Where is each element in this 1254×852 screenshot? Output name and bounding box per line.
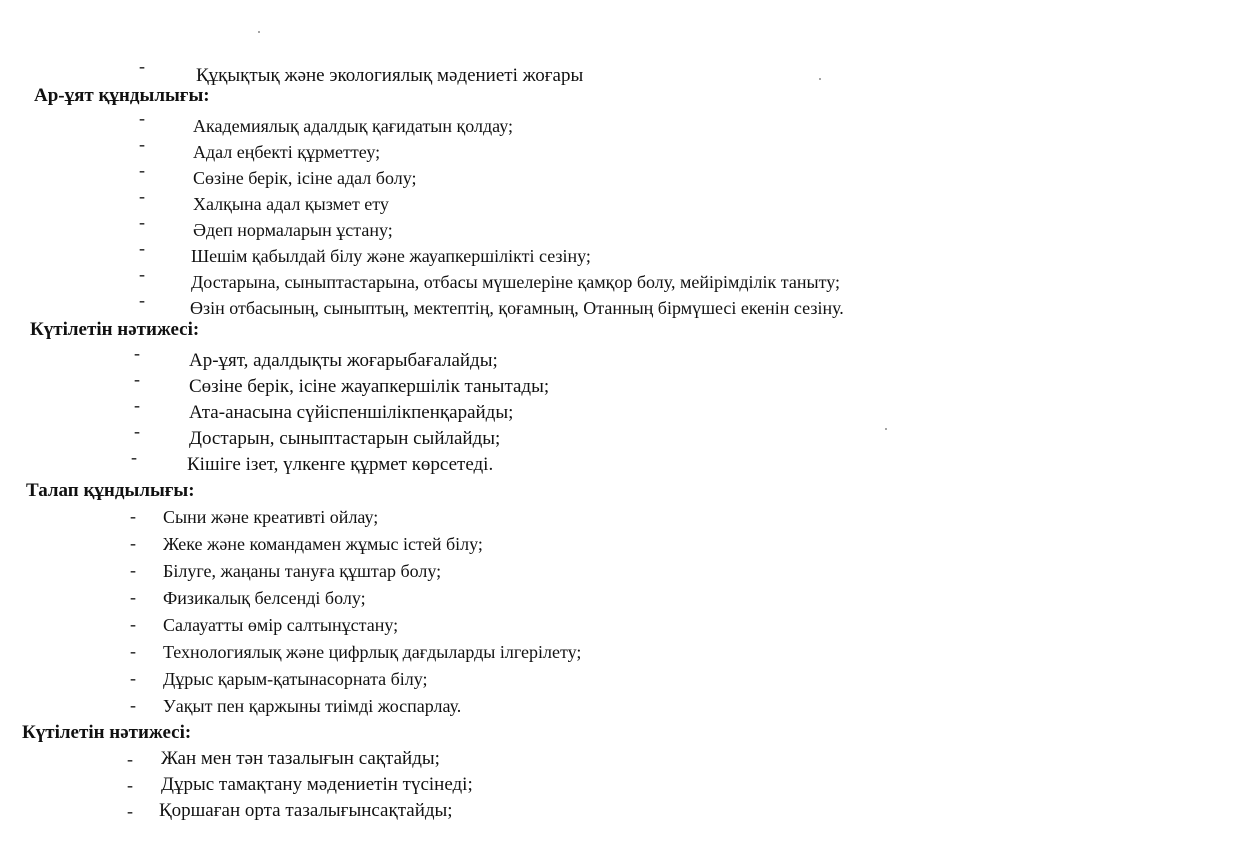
list-bullet: - <box>131 447 137 467</box>
list-bullet: - <box>130 614 136 634</box>
list-bullet: - <box>130 641 136 661</box>
list-bullet: - <box>130 533 136 553</box>
list-bullet: - <box>130 668 136 688</box>
section-heading-expected-result: Күтілетін нәтижесі: <box>30 319 200 340</box>
list-item: Дұрыс қарым-қатынасорната білу; <box>163 669 428 689</box>
list-item: Шешім қабылдай білу және жауапкершілікті сезіну; <box>191 246 591 266</box>
list-item: Достарына, сыныптастарына, отбасы мүшелеріне қамқор болу, мейірімділік таныту; <box>191 272 840 292</box>
list-bullet: - <box>130 560 136 580</box>
list-item: Құқықтық және экологиялық мәдениеті жоғары <box>196 65 584 86</box>
list-bullet: - <box>139 264 145 284</box>
list-item: Сөзіне берік, ісіне жауапкершілік танытады; <box>189 376 550 397</box>
list-item: Физикалық белсенді болу; <box>163 588 366 608</box>
list-item: Достарын, сыныптастарын сыйлайды; <box>189 428 501 449</box>
list-item: Әдеп нормаларын ұстану; <box>193 220 393 240</box>
list-bullet: - <box>139 56 145 76</box>
scan-speck <box>819 78 821 80</box>
list-bullet: - <box>134 395 140 415</box>
list-item: Кішіге ізет, үлкенге құрмет көрсетеді. <box>187 454 494 475</box>
section-heading-ar-uyat: Ар-ұят құндылығы: <box>34 85 210 106</box>
list-bullet: - <box>134 369 140 389</box>
list-item: Сыни және креативті ойлау; <box>163 507 379 527</box>
list-bullet: - <box>130 695 136 715</box>
list-item: Технологиялық және цифрлық дағдыларды ілгерілету; <box>163 642 582 662</box>
list-bullet: - <box>139 108 145 128</box>
list-item: Халқына адал қызмет ету <box>193 194 389 214</box>
list-bullet: - <box>139 160 145 180</box>
list-bullet: - <box>127 749 133 769</box>
list-bullet: - <box>139 212 145 232</box>
section-heading-talap: Талап құндылығы: <box>26 480 195 501</box>
list-item: Адал еңбекті құрметтеу; <box>193 142 381 162</box>
list-item: Сөзіне берік, ісіне адал болу; <box>193 168 417 188</box>
list-bullet: - <box>139 290 145 310</box>
list-bullet: - <box>130 506 136 526</box>
list-item: Уақыт пен қаржыны тиімді жоспарлау. <box>163 696 462 716</box>
list-bullet: - <box>139 186 145 206</box>
list-item: Ата-анасына сүйіспеншілікпенқарайды; <box>189 402 514 423</box>
list-item: Дұрыс тамақтану мәдениетін түсінеді; <box>161 774 473 795</box>
list-bullet: - <box>127 775 133 795</box>
section-heading-expected-result-2: Күтілетін нәтижесі: <box>22 722 192 743</box>
list-item: Академиялық адалдық қағидатын қолдау; <box>193 116 514 136</box>
list-bullet: - <box>134 421 140 441</box>
list-item: Жан мен тән тазалығын сақтайды; <box>161 748 440 769</box>
list-bullet: - <box>130 587 136 607</box>
list-bullet: - <box>139 238 145 258</box>
list-bullet: - <box>127 801 133 821</box>
list-bullet: - <box>134 343 140 363</box>
list-item: Ар-ұят, адалдықты жоғарыбағалайды; <box>189 350 498 371</box>
list-item: Жеке және командамен жұмыс істей білу; <box>163 534 483 554</box>
list-item: Білуге, жаңаны тануға құштар болу; <box>163 561 442 581</box>
scan-speck <box>258 31 260 33</box>
list-item: Салауатты өмір салтынұстану; <box>163 615 399 635</box>
list-item: Қоршаған орта тазалығынсақтайды; <box>159 800 453 821</box>
list-bullet: - <box>139 134 145 154</box>
scan-speck <box>885 428 887 430</box>
list-item: Өзін отбасының, сыныптың, мектептің, қоғамның, Отанның бірмүшесі екенін сезіну. <box>190 298 844 318</box>
